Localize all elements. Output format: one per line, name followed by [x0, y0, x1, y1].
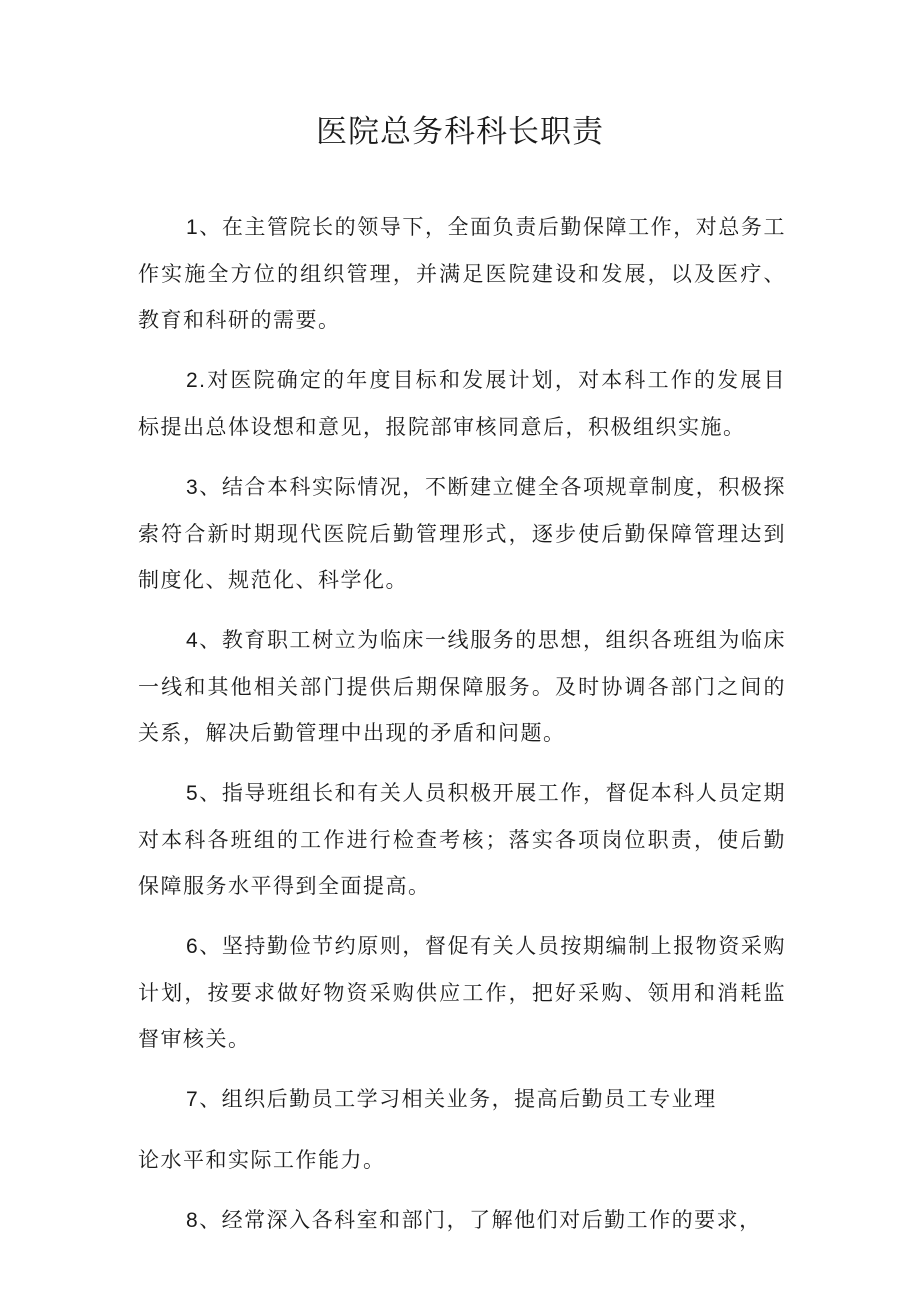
paragraph-4: [138, 617, 786, 756]
paragraph-3: [138, 464, 786, 603]
paragraph-text: 、结合本科实际情况，不断建立健全各项规章制度，积极探索符合新时期现代医院后勤管理形式，逐步使后勤保障管理达到制度化、规范化、科学化。: [138, 475, 786, 592]
paragraph-number: 2.: [186, 369, 207, 392]
document-body: [138, 204, 786, 1258]
paragraph-text: 对医院确定的年度目标和发展计划，对本科工作的发展目标提出总体设想和意见，报院部审核同意后，积极组织实施。: [138, 368, 786, 439]
paragraph-2: [138, 357, 786, 450]
paragraph-7: [138, 1076, 786, 1183]
paragraph-number: 8: [186, 1209, 200, 1232]
paragraph-text: 、教育职工树立为临床一线服务的思想，组织各班组为临床一线和其他相关部门提供后期保障服务。及时协调各部门之间的关系，解决后勤管理中出现的矛盾和问题。: [138, 628, 786, 745]
paragraph-number: 7: [186, 1088, 200, 1111]
paragraph-text: 、在主管院长的领导下，全面负责后勤保障工作，对总务工作实施全方位的组织管理，并满足医院建设和发展，以及医疗、教育和科研的需要。: [138, 215, 786, 332]
paragraph-number: 6: [186, 935, 200, 958]
paragraph-1: [138, 204, 786, 343]
paragraph-number: 4: [186, 629, 200, 652]
paragraph-8: [138, 1197, 786, 1244]
paragraph-6: [138, 923, 786, 1062]
paragraph-number: 5: [186, 782, 200, 805]
paragraph-text: 、坚持勤俭节约原则，督促有关人员按期编制上报物资采购计划，按要求做好物资采购供应工作，把好采购、领用和消耗监督审核关。: [138, 934, 786, 1051]
paragraph-line: 论水平和实际工作能力。: [138, 1148, 386, 1172]
paragraph-text: 、指导班组长和有关人员积极开展工作，督促本科人员定期对本科各班组的工作进行检查考核；落实各项岗位职责，使后勤保障服务水平得到全面提高。: [138, 781, 786, 898]
paragraph-5: [138, 770, 786, 909]
paragraph-line: [138, 1076, 786, 1123]
paragraph-text: 、组织后勤员工学习相关业务，提高后勤员工专业理: [199, 1087, 717, 1111]
paragraph-number: 1: [186, 216, 200, 239]
paragraph-number: 3: [186, 476, 200, 499]
paragraph-text: 、经常深入各科室和部门，了解他们对后勤工作的要求，: [199, 1208, 762, 1232]
document-title: 医院总务科科长职责: [316, 114, 604, 150]
